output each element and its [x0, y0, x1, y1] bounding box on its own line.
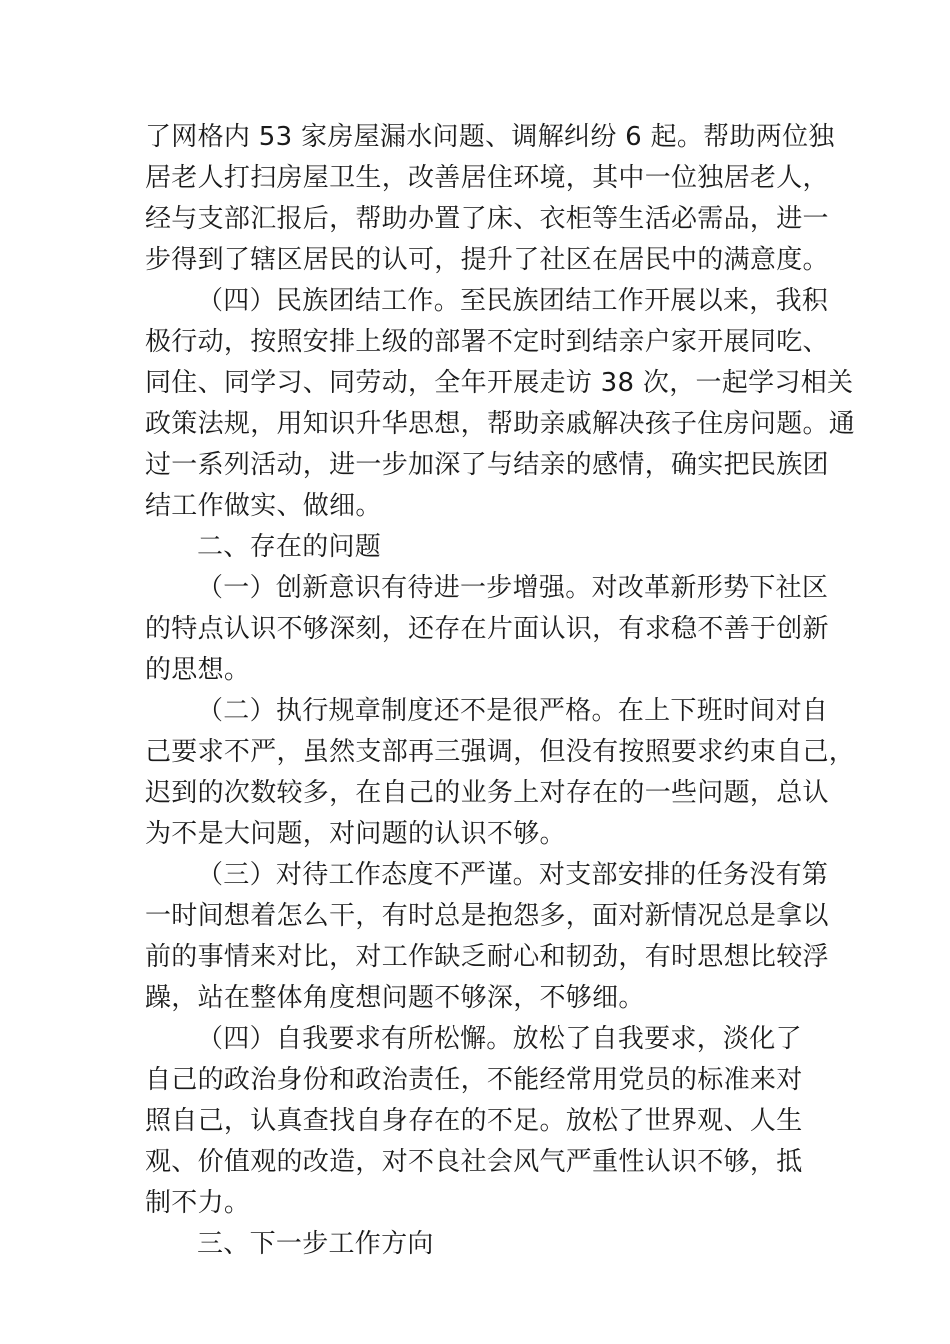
text-line: 制不力。 — [145, 1188, 251, 1218]
text-line: 的思想。 — [145, 655, 251, 685]
text-line: 前的事情来对比，对工作缺乏耐心和韧劲，有时思想比较浮 — [145, 942, 829, 972]
text-line: 极行动，按照安排上级的部署不定时到结亲户家开展同吃、 — [145, 327, 829, 357]
text-line: 政策法规，用知识升华思想，帮助亲戚解决孩子住房问题。通 — [145, 409, 856, 439]
text-line: 为不是大问题，对问题的认识不够。 — [145, 819, 566, 849]
text-line: 经与支部汇报后，帮助办置了床、衣柜等生活必需品，进一 — [145, 204, 829, 234]
section-heading: （四）自我要求有所松懈。放松了自我要求，淡化了 — [197, 1024, 802, 1054]
section-heading: （一）创新意识有待进一步增强。对改革新形势下社区 — [197, 573, 829, 603]
text-line: 自己的政治身份和政治责任，不能经常用党员的标准来对 — [145, 1065, 803, 1095]
section-heading: （三）对待工作态度不严谨。对支部安排的任务没有第 — [197, 860, 829, 890]
text-line: 躁，站在整体角度想问题不够深，不够细。 — [145, 983, 645, 1013]
text-line: 居老人打扫房屋卫生，改善居住环境，其中一位独居老人， — [145, 163, 829, 193]
section-heading: （四）民族团结工作。至民族团结工作开展以来，我积 — [197, 286, 829, 316]
text-line: 照自己，认真查找自身存在的不足。放松了世界观、人生 — [145, 1106, 803, 1136]
text-line: 己要求不严，虽然支部再三强调，但没有按照要求约束自己， — [145, 737, 856, 767]
text-line: 一时间想着怎么干，有时总是抱怨多，面对新情况总是拿以 — [145, 901, 829, 931]
text-line: 结工作做实、做细。 — [145, 491, 382, 521]
text-line: 了网格内 53 家房屋漏水问题、调解纠纷 6 起。帮助两位独 — [145, 122, 835, 152]
text-line: 观、价值观的改造，对不良社会风气严重性认识不够，抵 — [145, 1147, 803, 1177]
text-line: 的特点认识不够深刻，还存在片面认识，有求稳不善于创新 — [145, 614, 829, 644]
chapter-heading: 三、下一步工作方向 — [197, 1229, 434, 1259]
chapter-heading: 二、存在的问题 — [197, 532, 382, 562]
text-line: 迟到的次数较多，在自己的业务上对存在的一些问题，总认 — [145, 778, 829, 808]
text-line: 过一系列活动，进一步加深了与结亲的感情，确实把民族团 — [145, 450, 829, 480]
section-heading: （二）执行规章制度还不是很严格。在上下班时间对自 — [197, 696, 829, 726]
text-line: 步得到了辖区居民的认可，提升了社区在居民中的满意度。 — [145, 245, 829, 275]
text-line: 同住、同学习、同劳动，全年开展走访 38 次，一起学习相关 — [145, 368, 854, 398]
